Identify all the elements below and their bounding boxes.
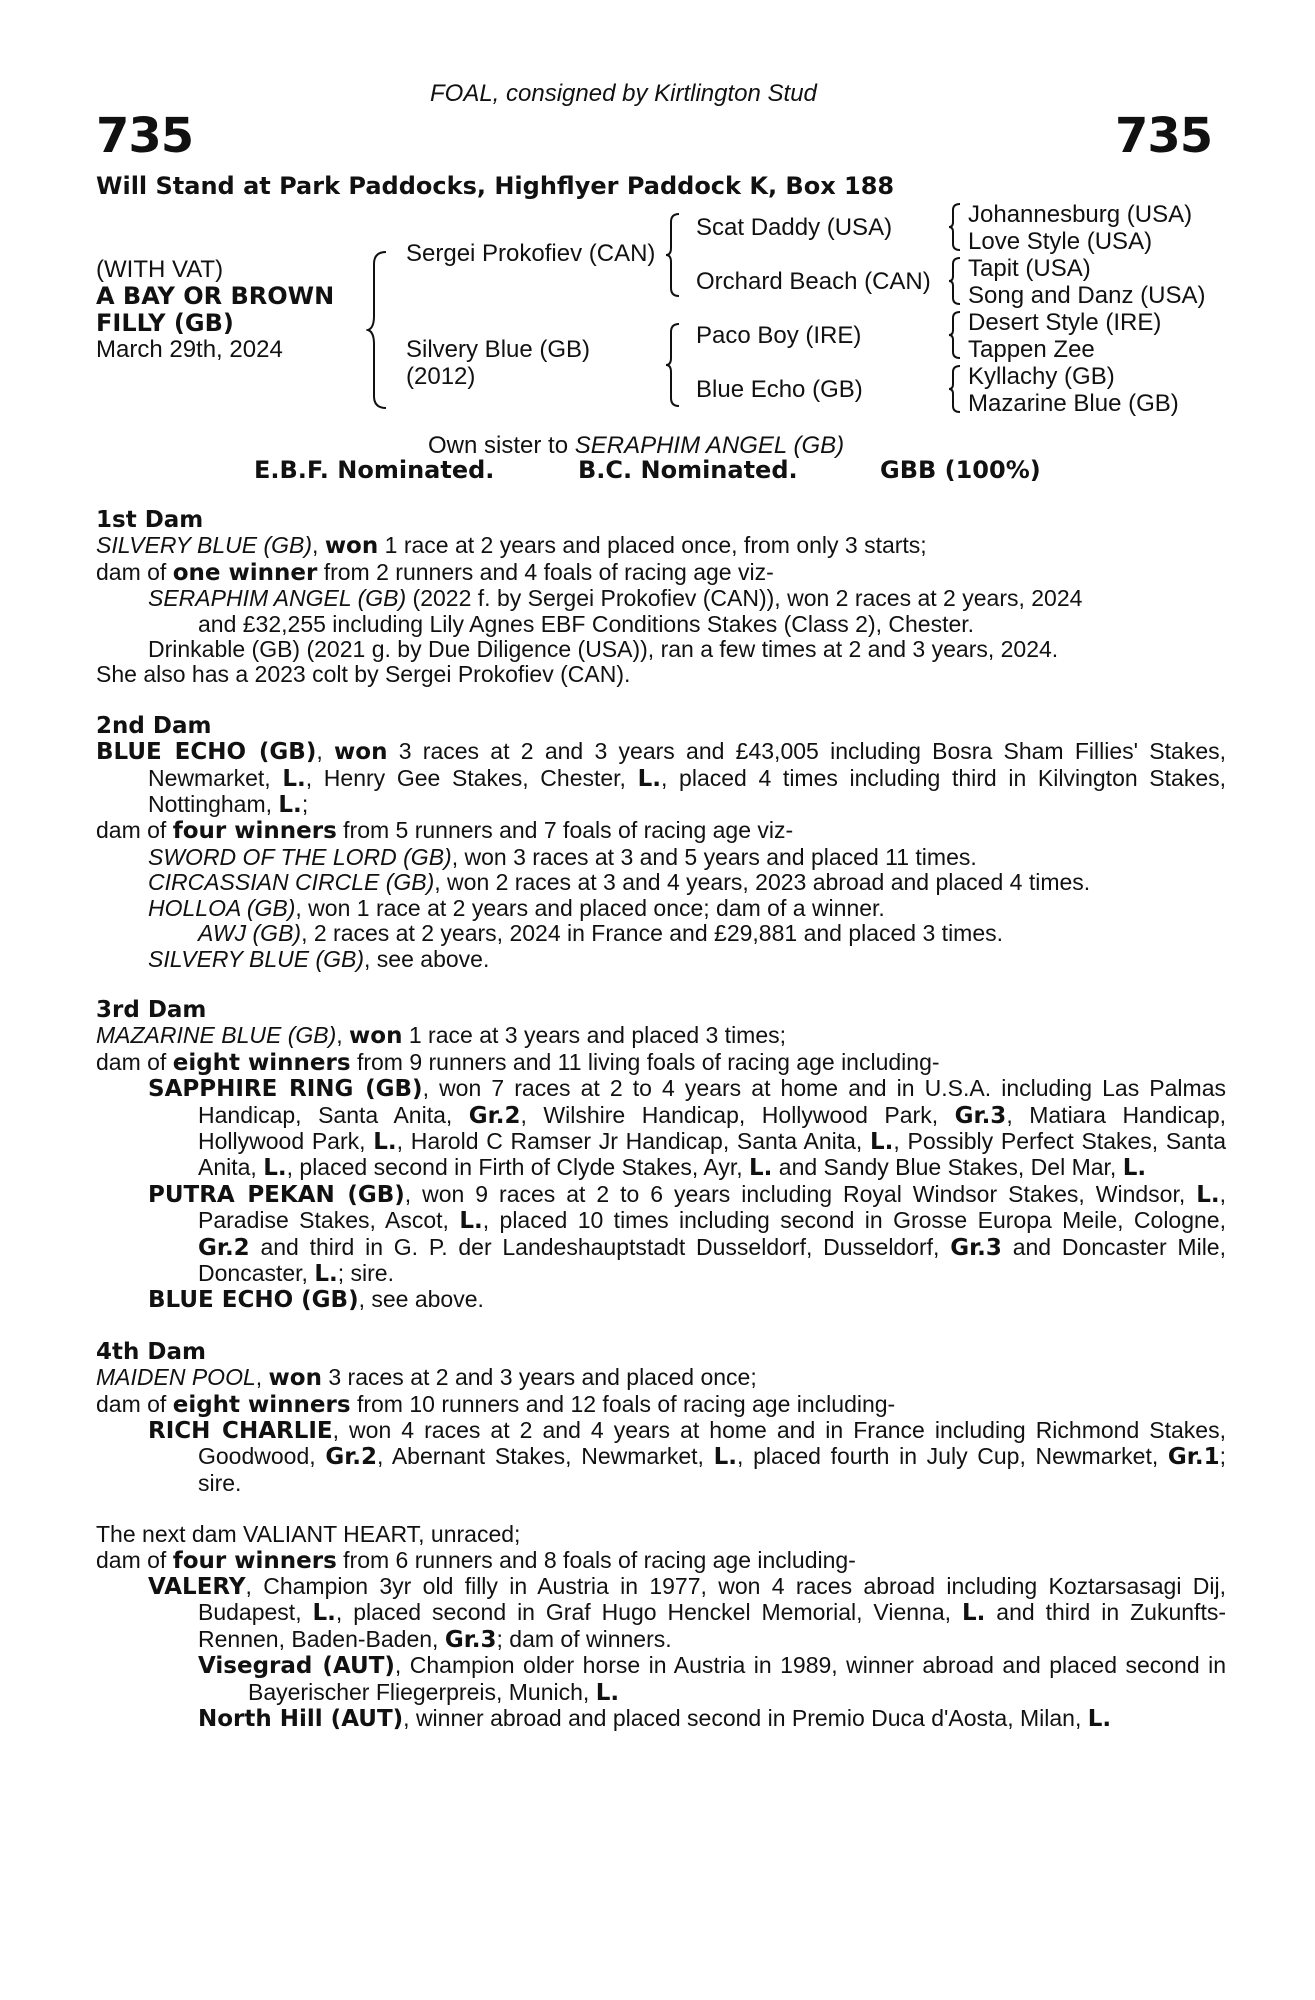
dam2-child-4-record: , see above. [364,945,490,972]
pedigree-dd-sire: Kyllachy (GB) [968,363,1115,390]
blue-echo-name: BLUE ECHO (GB) [148,1287,359,1314]
dam3-record: 1 race at 3 years and placed 3 times; [402,1022,787,1049]
pedigree-sd-sire: Tapit (USA) [968,255,1091,282]
next-dam-north-hill [96,1706,1226,1732]
putra-text-a: , won 9 races at 2 to 6 years including Royal Windsor Stakes, Windsor, [404,1180,1197,1207]
sapphire-text-c: , Matiara Handicap, Hollywood Park, [198,1101,1227,1154]
valery-text-c: and third in Zukunfts-Rennen, Baden-Baden, [198,1599,1226,1652]
visegrad-name: Visegrad (AUT) [198,1653,395,1680]
listed-mark: L. [749,1155,773,1182]
north-hill-name: North Hill (AUT) [198,1706,404,1733]
dam4-sep: , [255,1364,269,1391]
pedigree-brace-sire [665,212,681,298]
listed-mark: L. [278,792,302,819]
dam2-winners: four winners [172,818,337,845]
dam1-record: 1 race at 2 years and placed once, from only 3 starts; [378,532,927,559]
sapphire-ring-name: SAPPHIRE RING (GB) [148,1076,423,1103]
dam3-blue-echo [96,1287,1226,1313]
dam4-rich-charlie [96,1418,1226,1496]
pedigree-brace-3a [948,202,962,252]
dam1-section [96,508,1226,688]
blue-echo-ref: , see above. [358,1286,484,1313]
dam2-child-2-name: CIRCASSIAN CIRCLE (GB) [148,869,435,896]
dam3-line-1: MAZARINE BLUE (GB), won 1 race at 3 years and placed 3 times; [96,1022,787,1050]
visegrad-text-a: , Champion older horse in Austria in 1989, winner abroad and placed second in Bayerischer Fliegerpreis, Munich, [248,1652,1226,1705]
group-mark: Gr.2 [468,1102,521,1129]
sapphire-text-b: , Wilshire Handicap, Hollywood Park, [520,1101,955,1128]
valery-text-a: , Champion 3yr old filly in Austria in 1977, won 4 races abroad including Koztarsasagi Dij, Budapest, [198,1573,1226,1626]
dam3-runners: from 9 runners and 11 living foals of racing age including- [350,1048,940,1075]
rich-text-b: , Abernant Stakes, Newmarket, [377,1443,714,1470]
own-sister-name: SERAPHIM ANGEL (GB) [574,432,845,459]
dam2-child-4 [96,947,1226,972]
catalogue-body [96,508,1226,1732]
rich-charlie-name: RICH CHARLIE [148,1418,333,1444]
dam2-section [96,714,1226,972]
dam4-runners: from 10 runners and 12 foals of racing age including- [350,1390,896,1417]
dam1-line-5: Drinkable (GB) (2021 g. by Due Diligence (USA)), ran a few times at 2 and 3 years, 2024. [148,636,1059,663]
pedigree-dam-dam: Blue Echo (GB) [696,376,863,403]
dam2-grandchild-1-name: AWJ (GB) [198,920,302,947]
putra-text-f: ; sire. [337,1259,394,1286]
dam2-runners: from 5 runners and 7 foals of racing age viz- [336,817,794,844]
group-mark: Gr.3 [444,1626,497,1653]
listed-mark: L. [1087,1706,1112,1733]
putra-pekan-name: PUTRA PEKAN (GB) [148,1181,405,1208]
dam2-grandchild-1-record: , 2 races at 2 years, 2024 in France and £29,881 and placed 3 times. [301,920,1004,947]
dam2-text-d: ; [301,791,309,818]
dam1-line-2 [96,560,1226,586]
putra-text-d: and third in G. P. der Landeshauptstadt Dusseldorf, Dusseldorf, [249,1233,951,1260]
pedigree-brace-3b [948,256,962,306]
dam3-sapphire-ring [96,1076,1226,1182]
dam2-child-1-name: SWORD OF THE LORD (GB) [148,843,452,870]
dam2-child-2 [96,870,1226,895]
next-dam-runners: from 6 runners and 8 foals of racing age including- [336,1546,856,1573]
dam4-dam-of: dam of [96,1390,173,1417]
listed-mark: L. [1196,1181,1220,1208]
lot-number-left: 735 [96,108,194,164]
valery-text-b: , placed second in Graf Hugo Henckel Memorial, Vienna, [335,1599,962,1626]
dam2-dam-of: dam of [96,817,173,844]
putra-text-c: , placed 10 times including second in Grosse Europa Meile, Cologne, [482,1207,1226,1234]
dam4-name: MAIDEN POOL [96,1364,256,1391]
putra-text-b: , Paradise Stakes, Ascot, [198,1180,1227,1234]
next-dam-visegrad [96,1653,1226,1706]
own-sister-prefix: Own sister to [428,432,575,459]
dam4-won: won [268,1365,322,1392]
dam2-child-2-record: , won 2 races at 3 and 4 years, 2023 abroad and placed 4 times. [434,869,1091,896]
sapphire-text-e: , Possibly Perfect Stakes, Santa Anita, [198,1127,1226,1181]
dam1-foal-seraphim: SERAPHIM ANGEL (GB) [148,585,407,612]
rich-text-a: , won 4 races at 2 and 4 years at home and in France including Richmond Stakes, Goodwood, [198,1417,1226,1470]
stand-location: Will Stand at Park Paddocks, Highflyer Paddock K, Box 188 [96,172,895,200]
pedigree-sd-dam: Song and Danz (USA) [968,282,1206,309]
dam2-child-1 [96,845,1226,870]
gbb-status: GBB (100%) [880,456,1041,484]
dam3-title: 3rd Dam [96,996,207,1023]
listed-mark: L. [637,765,662,792]
lot-number-right: 735 [1115,108,1213,164]
dam2-text-a: 3 races at 2 and 3 years and £43,005 including Bosra Sham Fillies' Stakes, Newmarket, [148,738,1227,791]
dam1-line-6: She also has a 2023 colt by Sergei Prokofiev (CAN). [96,661,631,688]
dam1-line-1: SILVERY BLUE (GB), won 1 race at 2 years and placed once, from only 3 starts; [96,532,927,560]
vat-note: (WITH VAT) [96,256,224,283]
dam1-winners: one winner [172,559,318,586]
listed-mark: L. [870,1128,894,1155]
next-dam-line-2 [96,1548,1226,1574]
group-mark: Gr.2 [198,1234,250,1261]
dam4-title: 4th Dam [96,1338,206,1365]
sapphire-text-g: and Sandy Blue Stakes, Del Mar, [772,1154,1123,1181]
listed-mark: L. [373,1128,397,1155]
dam3-won: won [349,1023,403,1050]
group-mark: Gr.1 [1167,1444,1220,1471]
dam2-text-b: , Henry Gee Stakes, Chester, [305,764,638,791]
sapphire-text-f: , placed second in Firth of Clyde Stakes, Ayr, [286,1154,749,1181]
dam3-section [96,998,1226,1314]
pedigree-brace-main [366,250,390,410]
sapphire-text-d: , Harold C Ramser Jr Handicap, Santa Anita, [396,1127,871,1154]
rich-text-d: ; sire. [198,1443,1226,1496]
dam2-child-1-record: , won 3 races at 3 and 5 years and placed 11 times. [451,843,977,870]
bc-nomination: B.C. Nominated. [578,456,798,484]
dam4-line-1 [96,1365,1226,1391]
consignment-line: FOAL, consigned by Kirtlington Stud [430,80,817,107]
listed-mark: L. [282,765,306,792]
rich-text-c: , placed fourth in July Cup, Newmarket, [737,1443,1168,1470]
putra-text-e: and Doncaster Mile, Doncaster, [198,1233,1226,1286]
dam4-line-2 [96,1392,1226,1418]
dam3-dam-of: dam of [96,1048,173,1075]
foal-dob: March 29th, 2024 [96,336,283,363]
foal-description-1: A BAY OR BROWN [96,282,335,310]
pedigree-dd-dam: Mazarine Blue (GB) [968,390,1179,417]
pedigree-brace-3d [948,364,962,414]
group-mark: Gr.3 [954,1102,1007,1129]
listed-mark: L. [1122,1155,1147,1182]
dam2-line-2 [96,818,1226,844]
dam3-putra-pekan [96,1182,1226,1288]
listed-mark: L. [263,1155,287,1182]
dam2-text-c: , placed 4 times including third in Kilvington Stakes, Nottingham, [148,764,1227,818]
ebf-nomination: E.B.F. Nominated. [254,456,495,484]
dam2-child-3-name: HOLLOA (GB) [148,894,296,921]
valery-name: VALERY [148,1574,246,1601]
dam1-title: 1st Dam [96,507,204,533]
dam4-section [96,1340,1226,1496]
next-dam-section [96,1522,1226,1732]
group-mark: Gr.2 [325,1444,378,1471]
dam1-name: SILVERY BLUE (GB) [96,532,313,559]
foal-description-2: FILLY (GB) [96,309,234,337]
listed-mark: L. [713,1444,738,1471]
pedigree-dam: Silvery Blue (GB) [406,336,591,363]
next-dam-line-1: The next dam VALIANT HEART, unraced; [96,1521,521,1548]
dam1-dam-of: dam of [96,558,173,585]
dam1-won: won [324,533,379,560]
pedigree-ds-sire: Desert Style (IRE) [968,309,1162,336]
pedigree-ss-dam: Love Style (USA) [968,228,1153,255]
pedigree-sire-dam: Orchard Beach (CAN) [696,268,931,295]
pedigree-brace-dam [665,322,681,408]
sapphire-text-a: , won 7 races at 2 to 4 years at home and in U.S.A. including Las Palmas Handicap, Santa Anita, [198,1075,1226,1128]
dam1-foal-seraphim-record: (2022 f. by Sergei Prokofiev (CAN)), won 2 races at 2 years, 2024 [406,585,1083,612]
dam2-title: 2nd Dam [96,712,212,739]
pedigree-brace-3c [948,310,962,360]
dam2-grandchild-1 [96,921,1226,946]
listed-mark: L. [459,1208,483,1235]
pedigree-ds-dam: Tappen Zee [968,336,1095,363]
dam3-winners: eight winners [172,1049,351,1076]
next-dam-winners: four winners [172,1547,337,1574]
dam4-winners: eight winners [172,1391,351,1418]
dam2-name: BLUE ECHO (GB) [96,739,317,766]
dam1-line-3 [96,586,1226,611]
valery-text-d: ; dam of winners. [496,1625,672,1652]
north-hill-text-a: , winner abroad and placed second in Premio Duca d'Aosta, Milan, [403,1705,1088,1732]
dam2-child-4-name: SILVERY BLUE (GB) [148,945,365,972]
dam3-name: MAZARINE BLUE (GB) [96,1022,337,1049]
dam3-line-2 [96,1050,1226,1076]
group-mark: Gr.3 [950,1234,1002,1261]
pedigree-dam-sire: Paco Boy (IRE) [696,322,862,349]
dam1-runners: from 2 runners and 4 foals of racing age viz- [317,558,774,585]
listed-mark: L. [312,1600,336,1627]
pedigree-ss-sire: Johannesburg (USA) [968,201,1193,228]
pedigree-dam-year: (2012) [406,363,476,390]
dam2-won: won [334,739,388,766]
pedigree-sire-sire: Scat Daddy (USA) [696,214,893,241]
dam2-child-3 [96,896,1226,921]
next-dam-dam-of: dam of [96,1546,173,1573]
dam4-record: 3 races at 2 and 3 years and placed once; [321,1364,757,1391]
listed-mark: L. [961,1600,986,1627]
next-dam-valery [96,1574,1226,1653]
dam2-child-3-record: , won 1 race at 2 years and placed once; dam of a winner. [295,894,885,921]
dam2-para-1: BLUE ECHO (GB), won 3 races at 2 and 3 years and £43,005 including Bosra Sham Fillies' Stakes, Newmarket, L., Henry Gee Stakes, Chester, L., placed 4 times including third in Kilvington Stakes, Nottingham, L.; [96,738,1227,819]
pedigree-sire: Sergei Prokofiev (CAN) [406,240,656,267]
listed-mark: L. [314,1260,338,1287]
listed-mark: L. [595,1679,620,1706]
dam1-line-4: and £32,255 including Lily Agnes EBF Conditions Stakes (Class 2), Chester. [198,610,975,637]
